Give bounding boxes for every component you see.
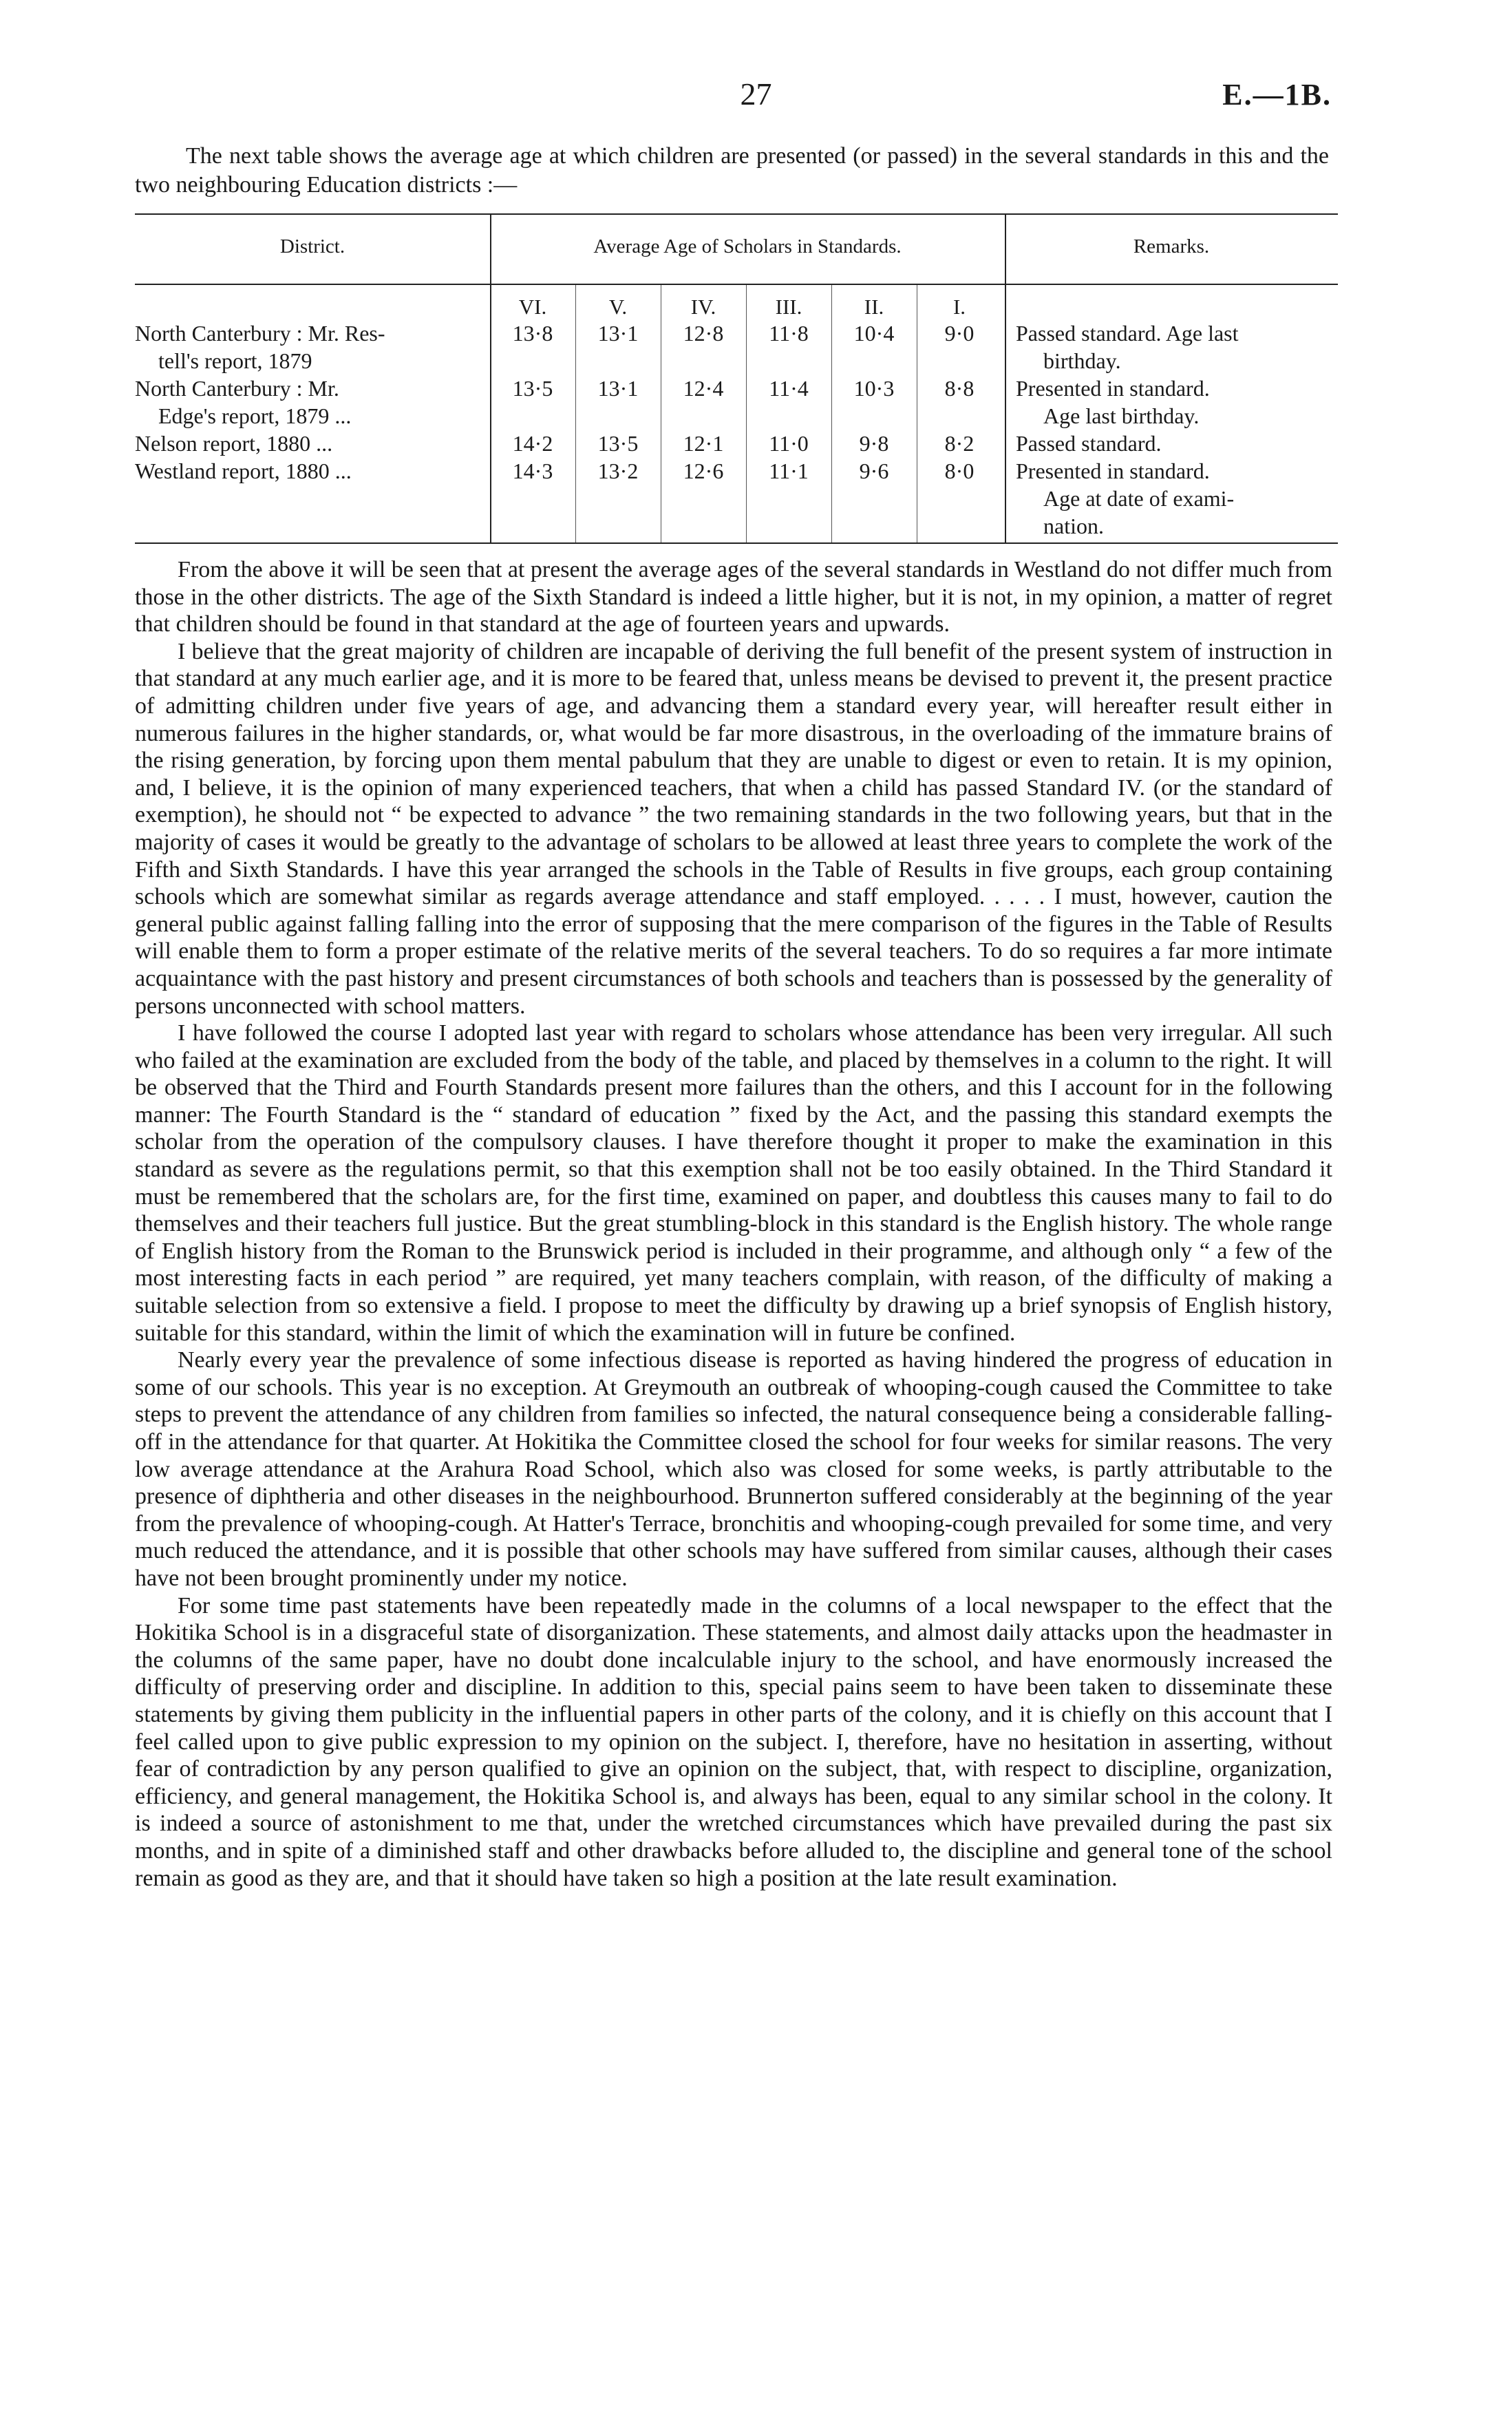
remarks-line: Age at date of exami- [1043,486,1235,511]
table-header-rule [135,284,1338,285]
remarks-line: Age last birthday. [1043,403,1200,428]
age-cell: 12·4 [683,376,724,401]
age-cell: 11·0 [769,431,809,456]
remarks-line: Passed standard. Age last [1016,321,1239,346]
district-line: North Canterbury : Mr. [135,376,339,401]
age-cell: 11·4 [769,376,809,401]
age-cell: 13·2 [597,458,639,483]
standard-header: VI. [518,295,547,319]
page-number: 27 [740,76,772,112]
age-cell: 11·1 [769,458,809,483]
remarks-cell [1016,319,1338,375]
age-cell: 10·4 [853,321,895,346]
age-cell: 13·1 [597,321,639,346]
remarks-cell: Passed standard. [1016,431,1162,456]
body-paragraph: From the above it will be seen that at present the average ages of the several standards in Westland do not differ much from those in the other districts. The age of the Sixth Standard is indeed a little higher, but it is not, in my opinion, a matter of regret that children should be found in that standard at the age of fourteen years and upwards. [135,557,1332,637]
remarks-line: birthday. [1043,348,1121,373]
table-bottom-rule [135,542,1338,544]
body-paragraph: I have followed the course I adopted last year with regard to scholars whose attendance has been very irregular. All such who failed at the examination are excluded from the body of the table, and placed by themselves in a column to the right. It will be observed that the Third and Fourth Standards present more failures than the others, and this I account for in the following manner: The Fourth Standard is the “ standard of education ” fixed by the Act, and the passing this standard exempts the scholar from the operation of the compulsory clauses. I have therefore thought it proper to make the examination in this standard as severe as the regulations permit, so that this exemption shall not be too easily obtained. In the Third Standard it must be remembered that the scholars are, for the first time, examined on paper, and doubtless this causes many to fail to do themselves and their teachers full justice. But the great stumbling-block in this standard is the English history. The whole range of English history from the Roman to the Brunswick period is included in their programme, and although only “ a few of the most interesting facts in each period ” are required, yet many teachers complain, with reason, of the difficulty of making a suitable selection from so extensive a field. I propose to meet the difficulty by drawing up a brief synopsis of English history, suitable for this standard, within the limit of which the examination will in future be confined. [135,1020,1332,1346]
age-cell: 10·3 [853,376,895,401]
column-divider [1005,215,1006,542]
body-paragraph: Nearly every year the prevalence of some infectious disease is reported as having hindered the progress of education in some of our schools. This year is no exception. At Greymouth an outbreak of whooping-cough caused the Committee to take steps to prevent the attendance of any children from families so infected, the natural consequence being a considerable falling-off in the attendance for that quarter. At Hokitika the Committee closed the school for four weeks for similar reasons. The very low average attendance at the Arahura Road School, which also was closed for some weeks, is partly attributable to the presence of diphtheria and other diseases in the neighbourhood. Brunnerton suffered considerably at the beginning of the year from the prevalence of whooping-cough. At Hatter's Terrace, bronchitis and whooping-cough prevailed for some time, and very much reduced the attendance, and it is possible that other schools may have suffered from similar causes, although their cases have not been brought prominently under my notice. [135,1347,1332,1591]
age-cell: 11·8 [769,321,809,346]
age-cell: 12·1 [683,431,724,456]
table-top-rule [135,213,1338,215]
average-age-table [135,207,1338,544]
age-cell: 8·2 [944,431,975,456]
age-cell: 9·6 [859,458,889,483]
standard-header: V. [608,295,628,319]
report-body [135,556,1332,1892]
remarks-cell [1016,375,1338,430]
remarks-cell [1016,457,1338,540]
intro-paragraph: The next table shows the average age at which children are presented (or passed) in the several standards in this and the two neighbouring Education districts :— [135,143,1329,198]
remarks-line: Presented in standard. [1016,376,1210,401]
standard-header: I. [952,295,966,319]
column-header-remarks: Remarks. [1133,235,1210,257]
age-cell: 14·3 [512,458,553,483]
age-cell: 8·0 [944,458,975,483]
column-header-district: District. [279,235,345,257]
district-cell: Nelson report, 1880 ... [135,431,333,456]
district-line: Edge's report, 1879 ... [158,403,352,428]
body-paragraph: I believe that the great majority of children are incapable of deriving the full benefit of the present system of instruction in that standard at any much earlier age, and it is more to be feared that, unless means be devised to prevent it, the present practice of admitting children under five years of age, and advancing them a standard every year, will hereafter result either in numerous failures in the higher standards, or, what would be far more disastrous, in the overloading of the immature brains of the rising generation, by forcing upon them mental pabulum that they are unable to digest or even to retain. It is my opinion, and, I believe, it is the opinion of many experienced teachers, that when a child has passed Standard IV. (or the standard of exemption), he should not “ be expected to advance ” the two remaining standards in the two following years, but that in the majority of cases it would be greatly to the advantage of scholars to be allowed at least three years to complete the work of the Fifth and Sixth Standards. I have this year arranged the schools in the Table of Results in five groups, each group containing schools which are somewhat similar as regards average attendance and staff employed. . . . . I must, however, caution the general public against falling falling into the error of supposing that the mere comparison of the figures in the Table of Results will enable them to form a proper estimate of the relative merits of the several teachers. To do so requires a far more intimate acquaintance with the past history and present circumstances of both schools and teachers than is possessed by the generality of persons unconnected with school matters. [135,638,1332,1019]
remarks-line: nation. [1043,514,1104,538]
standard-header: IV. [690,295,716,319]
age-cell: 9·8 [859,431,889,456]
district-cell [135,375,479,430]
age-cell: 12·8 [683,321,724,346]
age-cell: 9·0 [944,321,975,346]
age-cell: 13·5 [512,376,553,401]
district-cell: Westland report, 1880 ... [135,458,352,483]
age-cell: 8·8 [944,376,975,401]
district-cell [135,319,479,375]
body-paragraph: For some time past statements have been repeatedly made in the columns of a local newspaper to the effect that the Hokitika School is in a disgraceful state of disorganization. These statements, and almost daily attacks upon the headmaster in the columns of the same paper, have no doubt done incalculable injury to the school, and have enormously increased the difficulty of preserving order and discipline. In addition to this, special pains seem to have been taken to disseminate these statements by giving them publicity in the influential papers in other parts of the colony, and it is chiefly on this account that I feel called upon to give public expression to my opinion on the subject. I, therefore, have no hesitation in asserting, without fear of contradiction by any person qualified to give an opinion on the subject, that, with respect to discipline, organization, efficiency, and general management, the Hokitika School is, and always has been, equal to any similar school in the colony. It is indeed a source of astonishment to me that, under the wretched circumstances which have prevailed during the past six months, and in spite of a diminished staff and other drawbacks before alluded to, the discipline and general tone of the school remain as good as they are, and that it should have taken so high a position at the late result examination. [135,1592,1332,1891]
standard-header: III. [775,295,802,319]
column-header-average-age: Average Age of Scholars in Standards. [593,235,902,257]
document-reference: E.—1B. [1222,78,1332,112]
district-line: North Canterbury : Mr. Res- [135,321,385,346]
remarks-line: Presented in standard. [1016,458,1210,483]
age-cell: 13·5 [597,431,639,456]
standard-header: II. [864,295,884,319]
district-line: tell's report, 1879 [158,348,312,373]
age-cell: 14·2 [512,431,553,456]
age-cell: 12·6 [683,458,724,483]
age-cell: 13·8 [512,321,553,346]
age-cell: 13·1 [597,376,639,401]
